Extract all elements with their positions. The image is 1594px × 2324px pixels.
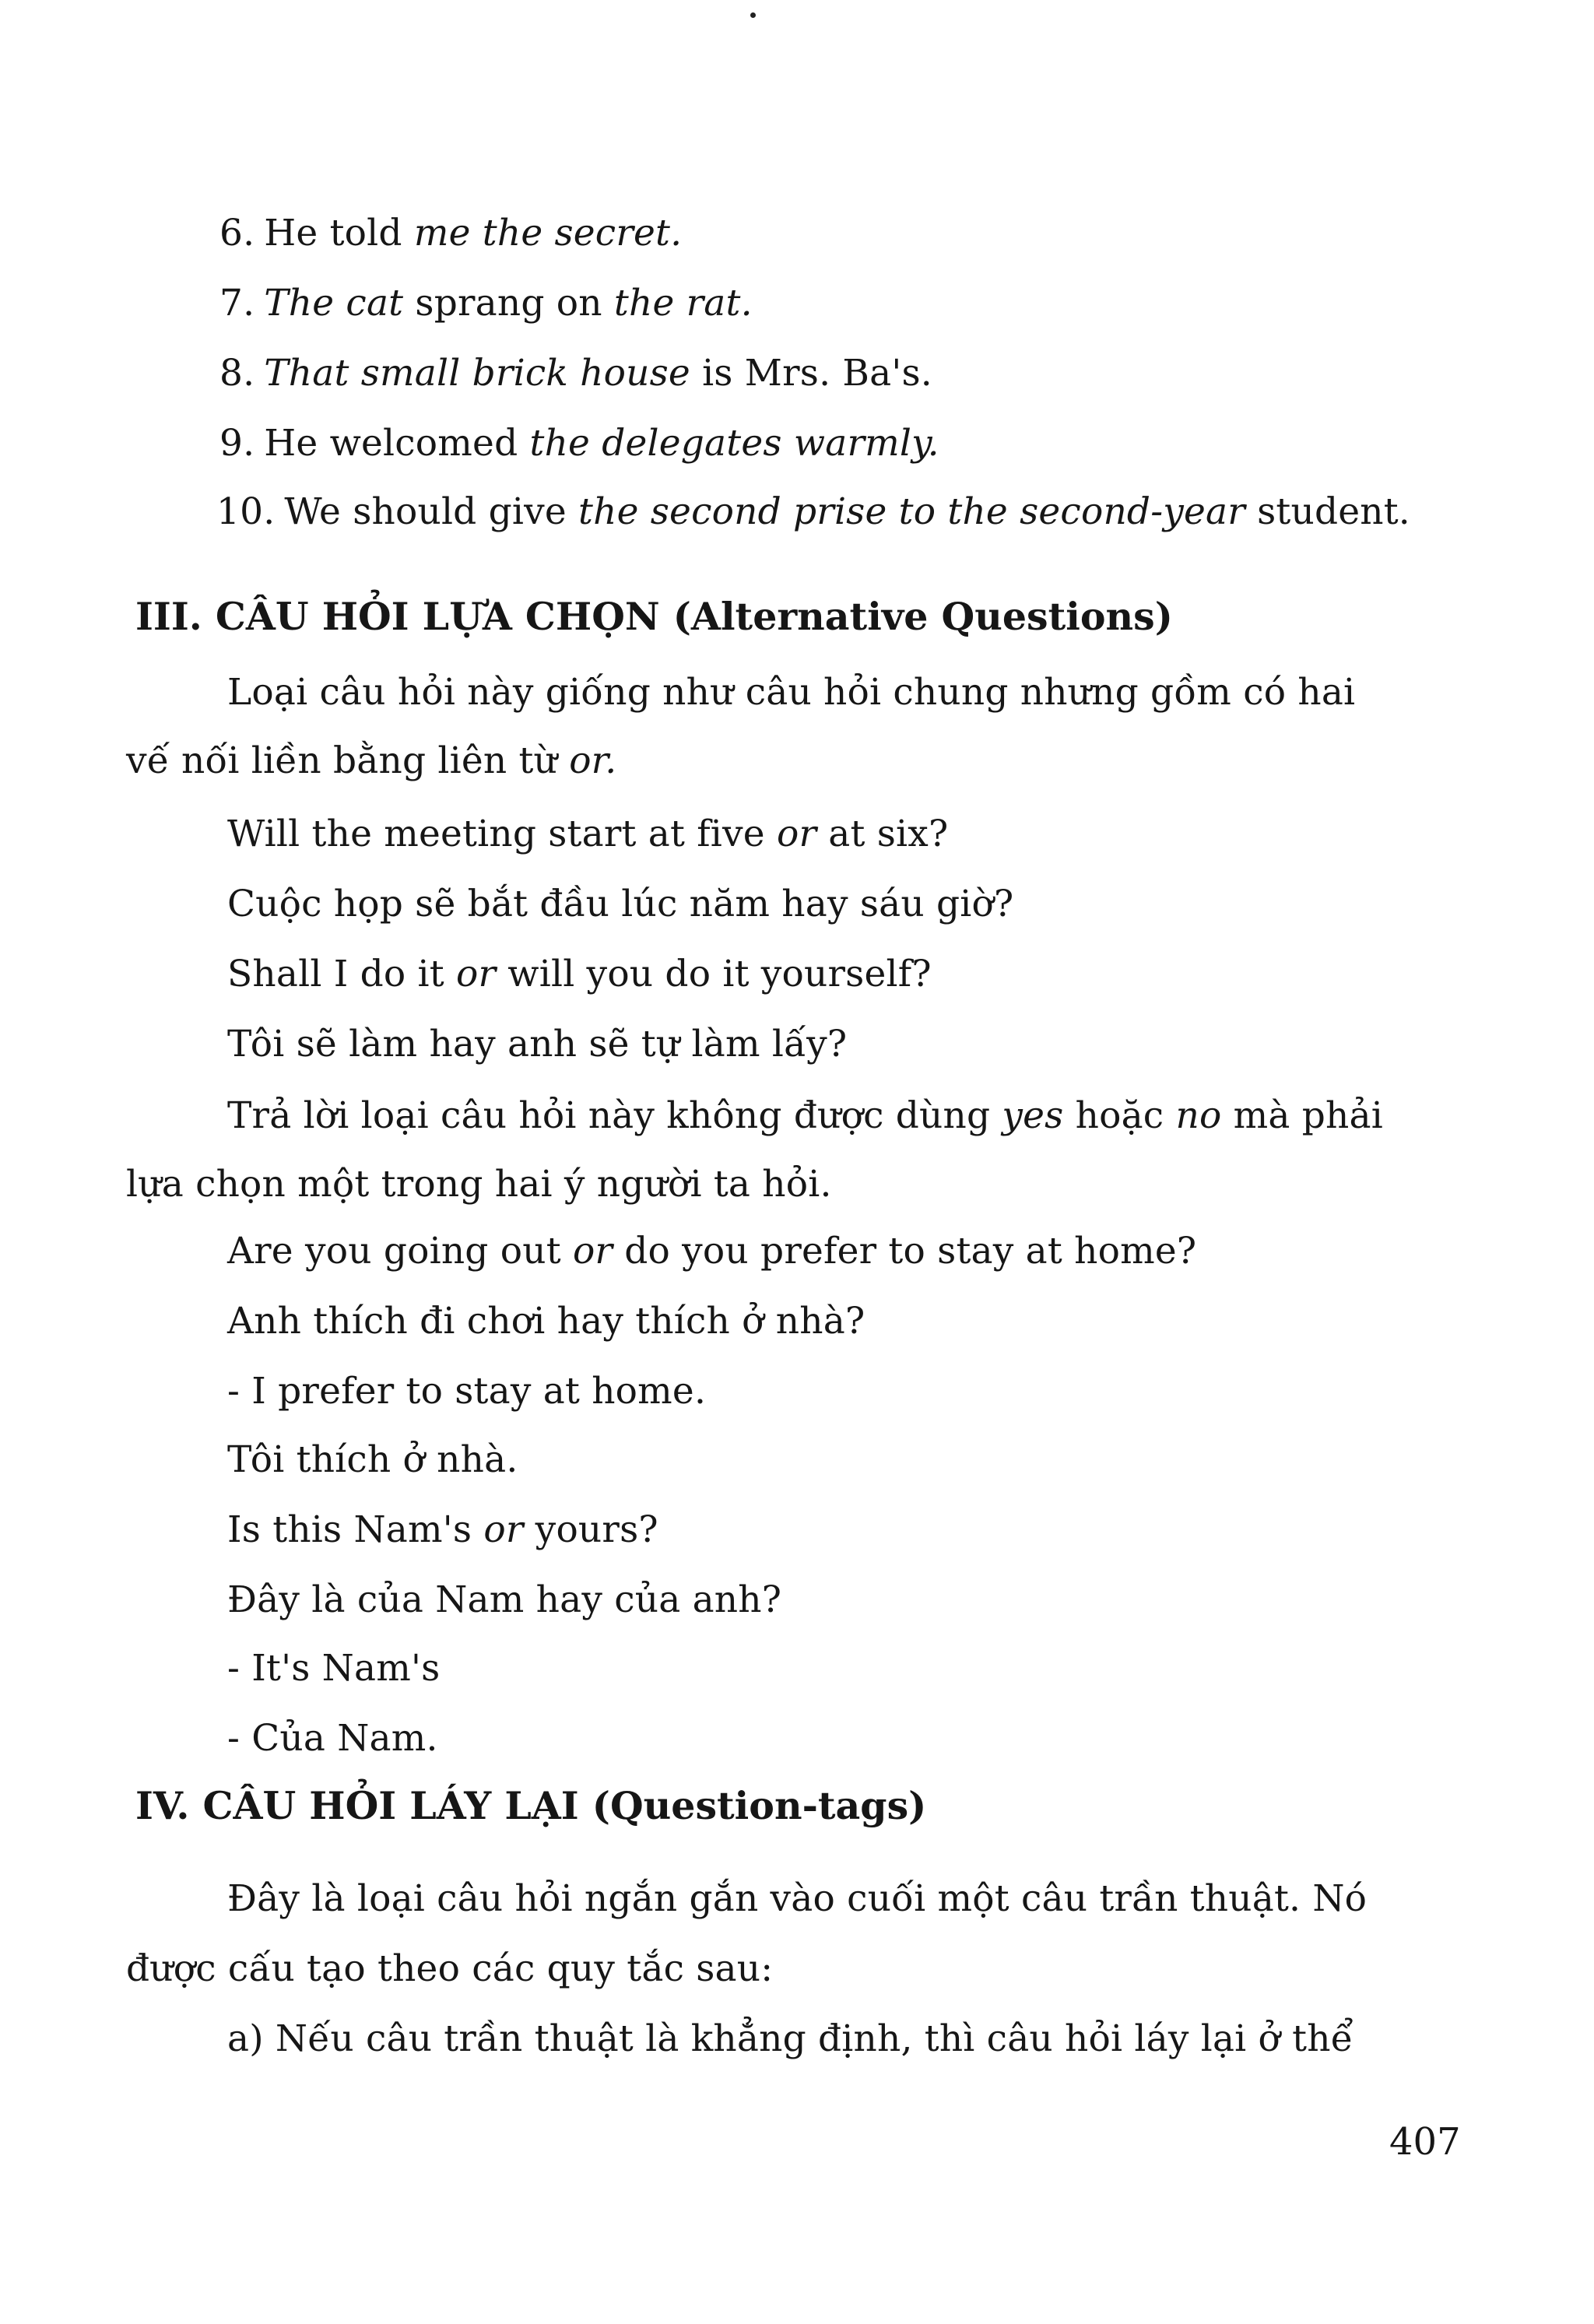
speck-mark (750, 12, 756, 18)
text-run: - It's Nam's (227, 1647, 441, 1690)
text-line (227, 1228, 1196, 1275)
numbered-sentence (219, 350, 932, 397)
text-line (227, 1577, 781, 1624)
text-line (227, 1437, 518, 1483)
italic-text: the second prise to the second-year (578, 490, 1245, 533)
numbered-sentence (219, 280, 753, 327)
text-line (126, 738, 616, 785)
italic-text: or. (569, 739, 617, 782)
text-run: We should give (284, 490, 579, 533)
text-run: Is this Nam's (227, 1508, 484, 1551)
sentence-number: 6. (219, 212, 255, 255)
text-line (227, 669, 1355, 716)
page-number: 407 (1389, 2120, 1461, 2164)
text-run: Will the meeting start at five (227, 813, 777, 855)
numbered-sentence (216, 489, 1410, 535)
text-run: được cấu tạo theo các quy tắc sau: (126, 1947, 774, 1990)
sentence-number: 10. (216, 490, 276, 533)
section-4-heading: IV. CÂU HỎI LÁY LẠI (Question-tags) (135, 1783, 927, 1828)
text-line (227, 1645, 440, 1692)
text-line (227, 1298, 865, 1345)
sentence-number: 9. (219, 422, 255, 465)
numbered-sentence (219, 210, 682, 257)
text-run: He welcomed (264, 422, 530, 465)
text-line (227, 1368, 706, 1415)
text-run: Loại câu hỏi này giống như câu hỏi chung nhưng gồm có hai (227, 671, 1356, 714)
text-run: Tôi sẽ làm hay anh sẽ tự làm lấy? (227, 1023, 848, 1065)
italic-text: no (1175, 1094, 1222, 1137)
section-3-heading: III. CÂU HỎI LỰA CHỌN (Alternative Questions) (135, 594, 1173, 639)
italic-text: me the secret. (413, 212, 683, 255)
text-line (227, 1715, 438, 1762)
italic-text: The cat (264, 282, 404, 325)
text-line (227, 1021, 847, 1068)
text-run: will you do it yourself? (496, 953, 932, 995)
text-run: Cuộc họp sẽ bắt đầu lúc năm hay sáu giờ? (227, 883, 1014, 925)
text-run: mà phải (1221, 1094, 1383, 1137)
text-line (227, 1507, 658, 1553)
text-run: Đây là của Nam hay của anh? (227, 1578, 782, 1621)
text-line (227, 1093, 1383, 1139)
italic-text: or (572, 1230, 613, 1273)
text-run: - Của Nam. (227, 1717, 438, 1760)
italic-text: yes (1002, 1094, 1064, 1137)
text-run: Are you going out (227, 1230, 573, 1273)
text-run: do you prefer to stay at home? (613, 1230, 1197, 1273)
text-line (227, 951, 932, 998)
sentence-number: 8. (219, 352, 255, 395)
text-run: student. (1245, 490, 1410, 533)
text-line (227, 881, 1013, 928)
text-run: hoặc (1063, 1094, 1176, 1137)
sentence-number: 7. (219, 282, 255, 325)
text-line (227, 1876, 1367, 1922)
text-line (227, 2016, 1353, 2062)
italic-text: the rat. (613, 282, 753, 325)
text-run: Đây là loại câu hỏi ngắn gắn vào cuối một câu trần thuật. Nó (227, 1877, 1368, 1920)
text-line (126, 1161, 832, 1208)
text-run: is Mrs. Ba's. (690, 352, 932, 395)
text-run: at six? (816, 813, 949, 855)
text-run: sprang on (403, 282, 614, 325)
text-run: He told (264, 212, 414, 255)
text-run: lựa chọn một trong hai ý người ta hỏi. (126, 1163, 832, 1206)
text-run: Tôi thích ở nhà. (227, 1438, 518, 1481)
text-run: yours? (523, 1508, 658, 1551)
text-run: Shall I do it (227, 953, 456, 995)
italic-text: or (455, 953, 497, 995)
numbered-sentence (219, 420, 939, 467)
text-line (126, 1946, 773, 1992)
text-run: - I prefer to stay at home. (227, 1370, 707, 1413)
italic-text: or (776, 813, 817, 855)
text-line (227, 811, 948, 858)
italic-text: That small brick house (264, 352, 690, 395)
text-run: vế nối liền bằng liên từ (126, 739, 570, 782)
text-run: Anh thích đi chơi hay thích ở nhà? (227, 1300, 865, 1343)
text-run: Trả lời loại câu hỏi này không được dùng (227, 1094, 1002, 1137)
text-run: a) Nếu câu trần thuật là khẳng định, thì câu hỏi láy lại ở thể (227, 2017, 1353, 2060)
italic-text: the delegates warmly. (529, 422, 939, 465)
italic-text: or (483, 1508, 524, 1551)
